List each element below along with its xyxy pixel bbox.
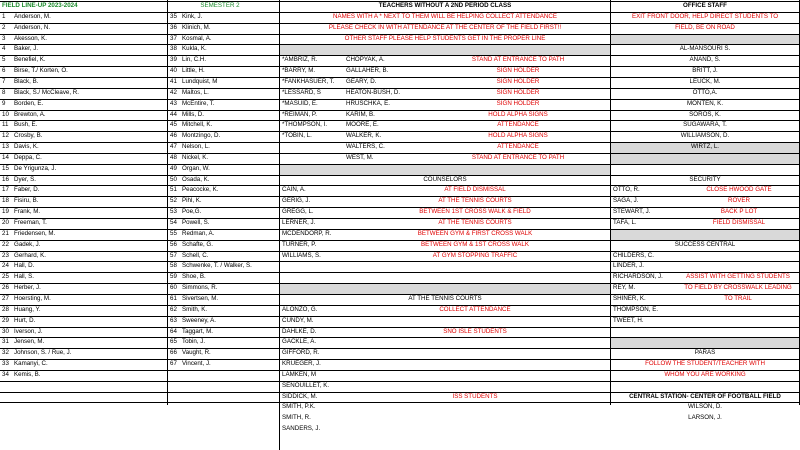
row-number: 21 [2, 229, 9, 237]
tennis-name: SMITH, R. [282, 414, 311, 422]
tennis-duty [400, 316, 550, 326]
central-name: WILSON, D. [687, 403, 723, 411]
student-name: Fisiru, B. [14, 197, 39, 205]
teacher-name: *REIMAN, P. [282, 110, 317, 118]
tennis-name: GACKLE, A. [282, 338, 317, 346]
row-number: 23 [2, 251, 9, 259]
row-number: 53 [170, 208, 177, 216]
teacher-name [282, 142, 344, 152]
student-name: Crosby, B. [14, 132, 43, 140]
student-name: Schell, C. [182, 251, 209, 259]
counselor-name: GERIG, J. [282, 197, 311, 205]
student-name: Bush, E. [14, 121, 38, 129]
row-number: 37 [170, 34, 177, 42]
row-number: 32 [2, 349, 9, 357]
office-note: EXIT FRONT DOOR, HELP DIRECT STUDENTS TO [631, 12, 779, 20]
counselor-name: TURNER, P. [282, 240, 317, 248]
student-name: Peacocke, K. [182, 186, 219, 194]
student-name: Borden, E. [14, 99, 44, 107]
shaded-cell [280, 164, 610, 175]
row-number: 16 [2, 175, 9, 183]
office-name: SOROS, K. [689, 110, 721, 118]
row-number: 13 [2, 143, 9, 151]
student-name: Nickel, K. [182, 153, 209, 161]
student-name: Klinich, M. [182, 23, 211, 31]
student-name: Jensen, M. [14, 338, 45, 346]
tennis-name: SENOUILLET, K. [282, 381, 330, 389]
student-name: Kink, J. [182, 12, 203, 20]
row-number: 40 [170, 67, 177, 75]
student-name: Friedensen, M. [14, 229, 56, 237]
student-name: Shoe, B. [182, 273, 206, 281]
row-number: 51 [170, 186, 177, 194]
shaded-cell [610, 229, 800, 240]
student-name: Kamanyi, C. [14, 360, 48, 368]
student-name: Pihl, K. [182, 197, 202, 205]
student-name: Schwenke, T. / Walker, S. [182, 262, 252, 270]
student-name: Powell, S. [182, 219, 210, 226]
shaded-cell [280, 44, 610, 55]
row-number: 6 [2, 67, 6, 75]
teacher-duty: SIGN HOLDER [496, 88, 540, 96]
student-name: Mitchell, K. [182, 121, 213, 129]
student-name: Kemis, B. [14, 370, 41, 378]
teacher-name: *THOMPSON, I. [282, 121, 328, 129]
tennis-name: LAMKEN, M [282, 370, 317, 378]
row-number: 50 [170, 175, 177, 183]
office-name: AL-MANSOURI S. [679, 45, 731, 53]
office-staff-title: OFFICE STAFF [683, 2, 727, 9]
teacher-name: *BARRY, M. [282, 67, 316, 75]
student-name: Hall, S. [14, 273, 34, 281]
student-name: Mills, D. [182, 110, 204, 118]
student-name: Lundquist, M [182, 77, 218, 85]
security-duty: CLOSE HWOOD GATE [706, 186, 772, 194]
teacher-duty: ATTENDANCE [497, 121, 539, 129]
student-name: Hall, D. [14, 262, 35, 270]
counselor-duty: AT THE TENNIS COURTS [438, 197, 512, 205]
tennis-duty [400, 381, 550, 391]
teacher-duty: SIGN HOLDER [496, 99, 540, 107]
row-number: 22 [2, 240, 9, 248]
row-number: 41 [170, 77, 177, 85]
student-name: Montzingo, D. [182, 132, 221, 140]
success-name: THOMPSON, E. [613, 305, 659, 313]
counselor-duty: AT THE TENNIS COURTS [438, 219, 512, 226]
tennis-name: SIDDICK, M. [282, 392, 318, 400]
row-number: 24 [2, 262, 9, 270]
office-name: WILLIAMSON, D. [680, 132, 730, 140]
student-name: Baker, J. [14, 45, 39, 53]
tennis-duty [400, 337, 550, 347]
counselor-duty: BETWEEN GYM & FIRST CROSS WALK [417, 229, 533, 237]
teacher-name: CHOPYAK, A. [346, 56, 385, 64]
success-name: REY, M. [613, 284, 636, 292]
teacher-name: *LESSARD, S [282, 88, 321, 96]
student-name: Little, H. [182, 67, 205, 75]
tennis-name: SANDERS, J. [282, 425, 321, 433]
row-number: 9 [2, 99, 6, 107]
row-number: 57 [170, 251, 177, 259]
student-name: Frank, M. [14, 208, 41, 216]
tennis-name: DAHLKE, D. [282, 327, 317, 335]
student-name: Schafte, G. [182, 240, 213, 248]
row-number: 56 [170, 240, 177, 248]
teacher-duty: STAND AT ENTRANCE TO PATH [471, 153, 565, 161]
row-number: 5 [2, 56, 6, 64]
row-number: 10 [2, 110, 9, 118]
student-name: Birse, T./ Korten, O. [14, 67, 68, 75]
teacher-name [282, 153, 344, 163]
student-name: Vaught, R. [182, 349, 211, 357]
teacher-duty: HOLD ALPHA SIGNS [488, 132, 548, 140]
student-name: Maltos, L. [182, 88, 209, 96]
student-name: Deppa, C. [14, 153, 42, 161]
tennis-duty [400, 413, 550, 423]
student-name: Anderson, M. [14, 12, 51, 20]
row-number: 54 [170, 219, 177, 226]
grid-line [167, 0, 168, 405]
paras-note: FOLLOW THE STUDENT/TEACHER WITH [645, 360, 765, 368]
row-number: 27 [2, 294, 9, 302]
office-name: SUGAWARA, T. [683, 121, 727, 129]
counselor-name: GREGG, L. [282, 208, 314, 216]
teacher-name: HRUSCHKA, E. [346, 99, 391, 107]
student-name: Redman, A. [182, 229, 215, 237]
tennis-duty [400, 402, 550, 412]
central-title: CENTRAL STATION- CENTER OF FOOTBALL FIELD [629, 392, 781, 400]
success-note: TO FIELD BY CROSSWALK LEADING [684, 284, 792, 292]
tennis-name: CUNDY, M. [282, 316, 314, 324]
row-number: 47 [170, 143, 177, 151]
row-number: 25 [2, 273, 9, 281]
student-name: Freeman, T. [14, 219, 47, 226]
row-number: 67 [170, 360, 177, 368]
student-name: Huang, Y. [14, 305, 41, 313]
student-name: Hoersting, M. [14, 294, 51, 302]
note-checkin: PLEASE CHECK IN WITH ATTENDANCE AT THE CENTER OF THE FIELD FIRST!! [328, 23, 562, 31]
row-number: 43 [170, 99, 177, 107]
student-name: Tobin, J. [182, 338, 206, 346]
row-number: 4 [2, 45, 6, 53]
central-name: LARSON, J. [688, 414, 722, 422]
row-number: 30 [2, 327, 9, 335]
student-name: Osada, K. [182, 175, 210, 183]
teacher-name: KARIM, B. [346, 110, 375, 118]
security-name: OTTO, R. [613, 186, 640, 194]
counselor-name: LERNER, J. [282, 219, 316, 226]
success-note: ASSIST WITH GETTING STUDENTS [686, 273, 790, 281]
student-name: Kosmal, A. [182, 34, 212, 42]
tennis-duty: ISS STUDENTS [452, 392, 498, 400]
student-name: Herber, J. [14, 284, 41, 292]
row-number: 8 [2, 88, 6, 96]
student-name: Taggart, M. [182, 327, 213, 335]
shaded-cell [610, 34, 800, 45]
row-number: 45 [170, 121, 177, 129]
security-duty: ROVER [727, 197, 750, 205]
row-number: 66 [170, 349, 177, 357]
student-name: Hurt, D. [14, 316, 36, 324]
teacher-duty: SIGN HOLDER [496, 77, 540, 85]
student-name: Smith, K. [182, 305, 208, 313]
student-name: Organ, W. [182, 164, 210, 172]
row-number: 11 [2, 121, 9, 129]
counselor-duty: AT FIELD DISMISSAL [444, 186, 506, 194]
tennis-duty: SNO ISLE STUDENTS [443, 327, 507, 335]
student-name: Black, S./ McCleave, R. [14, 88, 79, 96]
teacher-duty: STAND AT ENTRANCE TO PATH [471, 56, 565, 64]
row-number: 59 [170, 273, 177, 281]
teacher-name: WALTERS, C. [346, 143, 385, 151]
student-name: Dyer, S. [14, 175, 37, 183]
teacher-name: GEARY, D. [346, 77, 377, 85]
teacher-name: HEATON-BUSH, D. [346, 88, 401, 96]
row-number: 29 [2, 316, 9, 324]
row-number: 44 [170, 110, 177, 118]
note-other-staff: OTHER STAFF PLEASE HELP STUDENTS GET IN THE PROPER LINE [344, 34, 546, 42]
row-number: 3 [2, 34, 6, 42]
row-number: 48 [170, 153, 177, 161]
teacher-name: WEST, M. [346, 153, 374, 161]
row-number: 64 [170, 327, 177, 335]
row-number: 17 [2, 186, 9, 194]
student-name: Vincent, J. [182, 360, 211, 368]
tennis-name: GIFFORD, R. [282, 349, 320, 357]
tennis-name: SMITH, P.K. [282, 403, 316, 411]
row-number: 63 [170, 316, 177, 324]
student-name: Iverson, J. [14, 327, 43, 335]
counselors-title: COUNSELORS [423, 175, 467, 183]
tennis-duty [400, 424, 550, 434]
security-title: SECURITY [689, 175, 721, 183]
student-name: Faber, D. [14, 186, 40, 194]
row-number: 35 [170, 12, 177, 20]
student-name: Gadek, J. [14, 240, 41, 248]
shaded-cell [280, 283, 610, 294]
tennis-name: KRUEGER, J. [282, 360, 321, 368]
counselor-name: WILLIAMS, S. [282, 251, 321, 259]
student-name: Lin, C.H. [182, 56, 207, 64]
row-number: 62 [170, 305, 177, 313]
security-name: SAGA, J. [613, 197, 639, 205]
row-number: 31 [2, 338, 9, 346]
teacher-name: WALKER, K. [346, 132, 382, 140]
student-name: Nelson, L. [182, 143, 210, 151]
teacher-duty: SIGN HOLDER [496, 67, 540, 75]
teachers-title: TEACHERS WITHOUT A 2ND PERIOD CLASS [378, 2, 512, 9]
grid-line [279, 0, 280, 450]
success-name: TWEET, H. [613, 316, 644, 324]
row-number: 7 [2, 77, 6, 85]
student-name: Anderson, N. [14, 23, 51, 31]
student-name: Poe,G. [182, 208, 202, 216]
tennis-duty [400, 348, 550, 358]
tennis-duty [400, 359, 550, 369]
success-note: TO TRAIL [724, 294, 752, 302]
row-number: 33 [2, 360, 9, 368]
student-name: Simmons, R. [182, 284, 218, 292]
row-number: 58 [170, 262, 177, 270]
student-name: Sivertsen, M. [182, 294, 219, 302]
row-number: 18 [2, 197, 9, 205]
success-name: LINDER, J. [613, 262, 644, 270]
counselor-duty: BETWEEN GYM & 1ST CROSS WALK [421, 240, 529, 248]
success-name: RICHARDSON, J. [613, 273, 663, 281]
row-number: 52 [170, 197, 177, 205]
semester-title: SEMESTER 2 [200, 2, 240, 9]
student-name: Johnson, S. / Rue, J. [14, 349, 72, 357]
office-name: WIRTZ, L. [690, 143, 720, 151]
office-name: ANAND, S. [689, 56, 721, 64]
row-number: 14 [2, 153, 9, 161]
tennis-duty: COLLECT ATTENDANCE [439, 305, 511, 313]
office-name: LEUCK, M. [689, 77, 721, 85]
success-name: CHILDERS, C. [613, 251, 654, 259]
row-number: 39 [170, 56, 177, 64]
teacher-name: GALLAHER, B. [346, 67, 389, 75]
counselor-name: CAIN, A. [282, 186, 306, 194]
field-lineup-title: FIELD LINE-UP 2023-2024 [2, 2, 78, 9]
row-number: 55 [170, 229, 177, 237]
student-name: Benefiel, K. [14, 56, 46, 64]
tennis-name: ALONZO, G. [282, 305, 318, 313]
paras-note: WHOM YOU ARE WORKING [664, 370, 746, 378]
student-name: Davis, K. [14, 143, 39, 151]
teacher-name: *TOBIN, L. [282, 132, 312, 140]
counselor-duty: AT GYM STOPPING TRAFFIC [432, 251, 518, 259]
office-name: OTTO,A. [692, 88, 718, 96]
row-number: 1 [2, 12, 6, 20]
row-number: 12 [2, 132, 9, 140]
teacher-name: MOORE, E. [346, 121, 379, 129]
tennis-duty [400, 370, 550, 380]
security-duty: BACK P LOT [720, 208, 758, 216]
row-number: 19 [2, 208, 9, 216]
row-number: 42 [170, 88, 177, 96]
row-number: 15 [2, 164, 9, 172]
note-attendance: NAMES WITH A * NEXT TO THEM WILL BE HELPING COLLECT ATTENDANCE [333, 12, 557, 20]
security-duty: FIELD DISMISSAL [712, 219, 766, 226]
counselor-name: MCDENDORP, R. [282, 229, 332, 237]
counselor-duty: BETWEEN 1ST CROSS WALK & FIELD [419, 208, 531, 216]
row-number: 26 [2, 284, 9, 292]
grid-line [610, 0, 611, 405]
student-name: Brewton, A. [14, 110, 46, 118]
teacher-name: *FANKHASUER, T. [282, 77, 335, 85]
row-number: 61 [170, 294, 177, 302]
teacher-duty: HOLD ALPHA SIGNS [488, 110, 548, 118]
security-name: STEWART, J. [613, 208, 651, 216]
tennis-title: AT THE TENNIS COURTS [408, 294, 482, 302]
success-title: SUCCESS CENTRAL [674, 240, 736, 248]
office-name: BRITT, J. [692, 67, 718, 75]
row-number: 38 [170, 45, 177, 53]
student-name: Akesson, K. [14, 34, 48, 42]
row-number: 49 [170, 164, 177, 172]
row-number: 36 [170, 23, 177, 31]
security-name: TAFA, L. [613, 219, 637, 226]
student-name: De Yrigunza, J. [14, 164, 57, 172]
teacher-duty: ATTENDANCE [497, 143, 539, 151]
row-number: 2 [2, 23, 6, 31]
row-number: 28 [2, 305, 9, 313]
student-name: Sweeney, A. [182, 316, 216, 324]
office-note: FIELD, BE ON ROAD [675, 23, 735, 31]
row-number: 46 [170, 132, 177, 140]
paras-title: PARAS [694, 349, 716, 357]
row-number: 34 [2, 370, 9, 378]
teacher-name: *MASUID, E. [282, 99, 318, 107]
shaded-cell [610, 337, 800, 348]
student-name: Gerhard, K. [14, 251, 46, 259]
student-name: McEntire, T. [182, 99, 215, 107]
teacher-name: *AMBRIZ, R. [282, 56, 318, 64]
student-name: Kukla, K. [182, 45, 207, 53]
success-name: SHINER, K. [613, 294, 646, 302]
row-number: 60 [170, 284, 177, 292]
office-name: MONTEN, K. [686, 99, 724, 107]
row-number: 20 [2, 219, 9, 226]
row-number: 65 [170, 338, 177, 346]
student-name: Black, B. [14, 77, 39, 85]
